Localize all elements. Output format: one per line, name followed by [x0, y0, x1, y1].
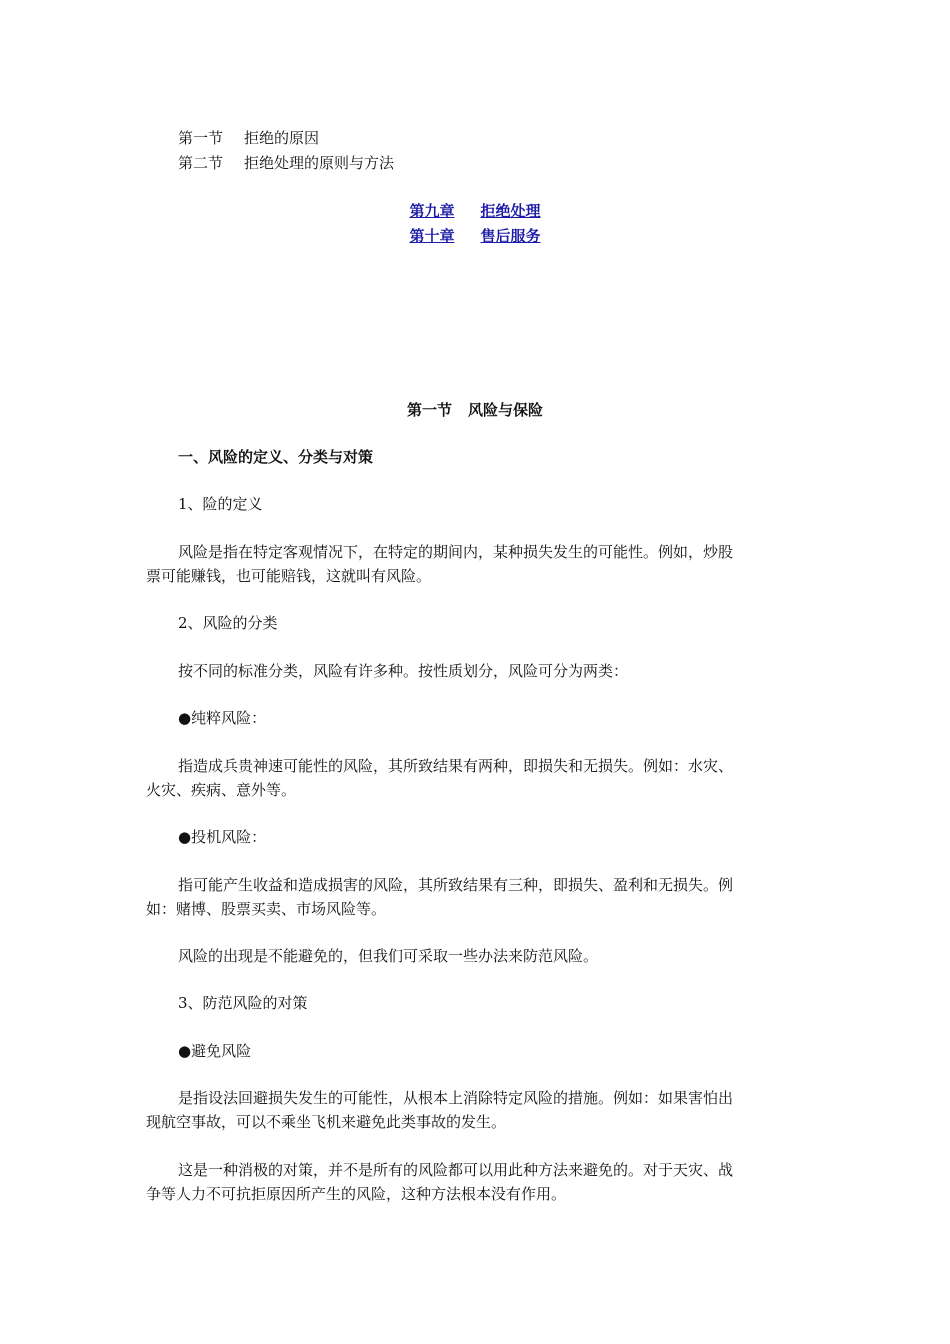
toc-item-number: 第二节: [178, 154, 224, 172]
chapter-link-9[interactable]: [409, 202, 540, 220]
paragraph-line: 是指设法回避损失发生的可能性，从根本上消除特定风险的措施。例如：如果害怕出: [178, 1089, 734, 1107]
toc-item: [178, 128, 319, 148]
heading-1: 一、风险的定义、分类与对策: [178, 448, 374, 466]
chapter-link-row: [0, 226, 950, 246]
paragraph-line: 指可能产生收益和造成损害的风险，其所致结果有三种，即损失、盈利和无损失。例: [178, 876, 734, 894]
chapter-number: 第十章: [409, 227, 455, 245]
subheading-classification: 2、风险的分类: [178, 614, 278, 632]
bullet-pure-risk: ●纯粹风险：: [178, 709, 267, 727]
paragraph-line: 指造成兵贵神速可能性的风险，其所致结果有两种，即损失和无损失。例如：水灾、: [178, 757, 734, 775]
section-title: [0, 400, 950, 420]
paragraph-line: 现航空事故，可以不乘坐飞机来避免此类事故的发生。: [146, 1113, 507, 1131]
toc-item-title: 拒绝的原因: [244, 129, 320, 147]
toc-item: [178, 153, 394, 173]
chapter-title: 拒绝处理: [480, 202, 541, 220]
chapter-link-10[interactable]: [409, 227, 540, 245]
toc-item-number: 第一节: [178, 129, 224, 147]
paragraph-line: 按不同的标准分类，风险有许多种。按性质划分，风险可分为两类：: [178, 662, 629, 680]
paragraph-line: 如：赌博、股票买卖、市场风险等。: [146, 900, 387, 918]
toc-item-title: 拒绝处理的原则与方法: [244, 154, 395, 172]
subheading-definition: 1、险的定义: [178, 495, 263, 513]
paragraph-line: 风险的出现是不能避免的，但我们可采取一些办法来防范风险。: [178, 947, 599, 965]
chapter-number: 第九章: [409, 202, 455, 220]
paragraph-line: 争等人力不可抗拒原因所产生的风险，这种方法根本没有作用。: [146, 1185, 567, 1203]
section-title-text: 风险与保险: [468, 401, 544, 419]
paragraph-line: 票可能赚钱，也可能赔钱，这就叫有风险。: [146, 567, 432, 585]
section-number: 第一节: [406, 401, 452, 419]
paragraph-line: 火灾、疾病、意外等。: [146, 781, 297, 799]
chapter-link-row: [0, 201, 950, 221]
paragraph-line: 这是一种消极的对策，并不是所有的风险都可以用此种方法来避免的。对于天灾、战: [178, 1161, 734, 1179]
bullet-speculative-risk: ●投机风险：: [178, 828, 267, 846]
paragraph-line: 风险是指在特定客观情况下，在特定的期间内，某种损失发生的可能性。例如，炒股: [178, 543, 734, 561]
bullet-avoid-risk: ●避免风险: [178, 1042, 252, 1060]
subheading-countermeasures: 3、防范风险的对策: [178, 994, 308, 1012]
chapter-title: 售后服务: [480, 227, 541, 245]
